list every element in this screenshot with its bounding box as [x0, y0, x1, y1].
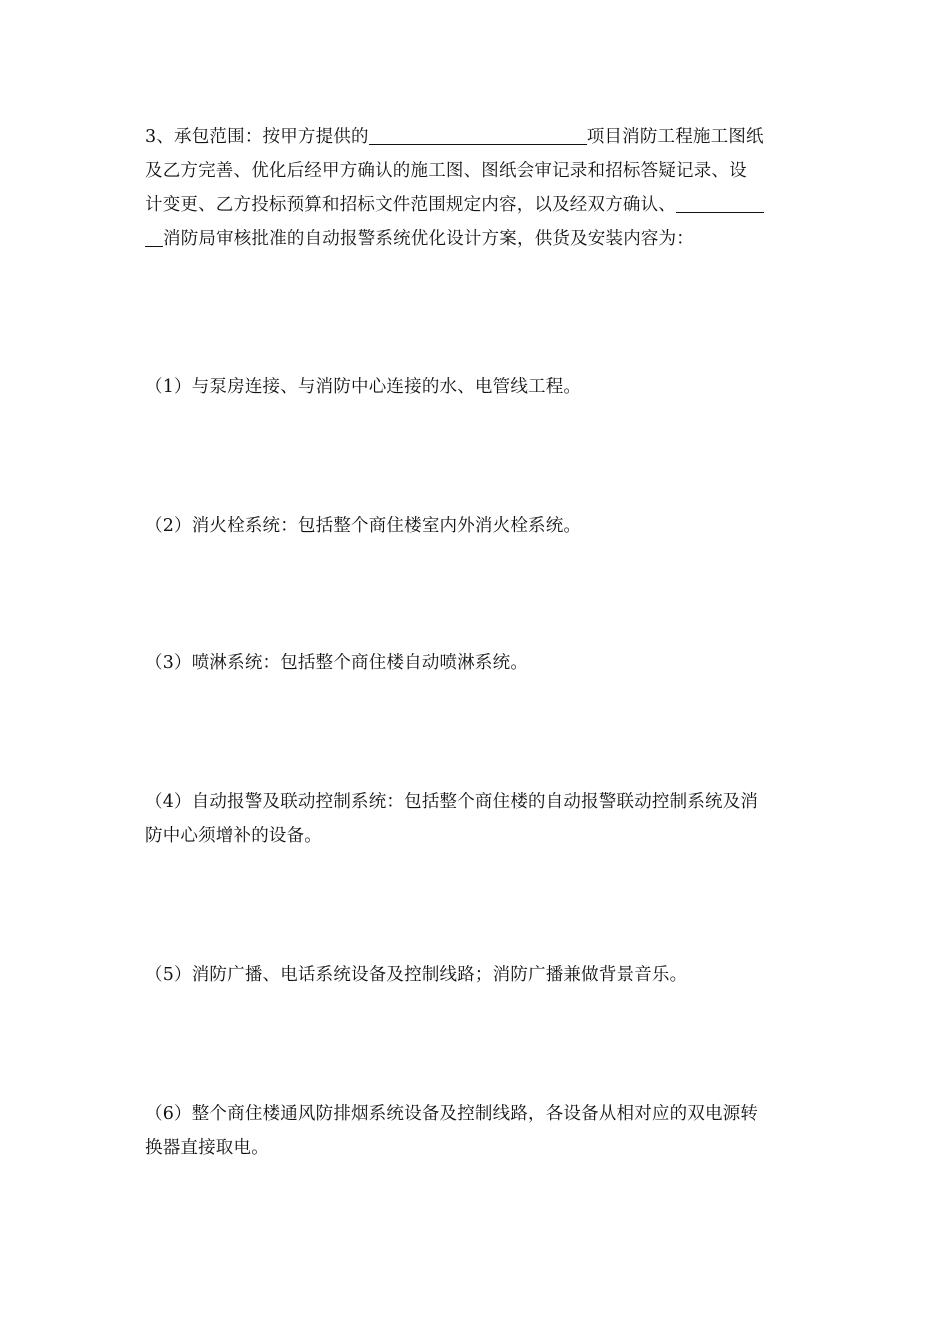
scope-item-4-line-1: （4）自动报警及联动控制系统：包括整个商住楼的自动报警联动控制系统及消 — [145, 792, 759, 812]
scope-item-2 — [145, 509, 815, 543]
scope-item-2-line-1: （2）消火栓系统：包括整个商住楼室内外消火栓系统。 — [145, 516, 582, 536]
scope-item-5 — [145, 958, 815, 992]
section-3-line-4-suffix: 消防局审核批准的自动报警系统优化设计方案，供货及安装内容为： — [163, 229, 694, 249]
scope-item-4 — [145, 785, 815, 853]
section-3-line-1 — [145, 120, 815, 154]
scope-item-1 — [145, 370, 815, 404]
scope-item-6 — [145, 1097, 815, 1165]
section-3-line-4 — [145, 222, 815, 256]
project-name-blank[interactable] — [369, 126, 587, 145]
scope-item-4-line-2: 防中心须增补的设备。 — [145, 826, 322, 846]
scope-item-3-line-1: （3）喷淋系统：包括整个商住楼自动喷淋系统。 — [145, 653, 529, 673]
section-3-line-1-prefix: 3、承包范围：按甲方提供的 — [145, 127, 369, 147]
fire-bureau-blank-end[interactable] — [145, 228, 163, 247]
scope-item-3 — [145, 646, 815, 680]
fire-bureau-blank-start[interactable] — [676, 194, 764, 213]
scope-item-6-line-2: 换器直接取电。 — [145, 1138, 269, 1158]
section-3-line-1-suffix: 项目消防工程施工图纸 — [586, 127, 764, 147]
section-3-scope — [145, 120, 815, 256]
section-3-line-3-prefix: 计变更、乙方投标预算和招标文件范围规定内容，以及经双方确认、 — [145, 195, 676, 215]
scope-item-6-line-1: （6）整个商住楼通风防排烟系统设备及控制线路，各设备从相对应的双电源转 — [145, 1104, 759, 1124]
section-3-line-3 — [145, 188, 815, 222]
scope-item-1-line-1: （1）与泵房连接、与消防中心连接的水、电管线工程。 — [145, 377, 582, 397]
section-3-line-2: 及乙方完善、优化后经甲方确认的施工图、图纸会审记录和招标答疑记录、设 — [145, 161, 747, 181]
scope-item-5-line-1: （5）消防广播、电话系统设备及控制线路；消防广播兼做背景音乐。 — [145, 965, 688, 985]
